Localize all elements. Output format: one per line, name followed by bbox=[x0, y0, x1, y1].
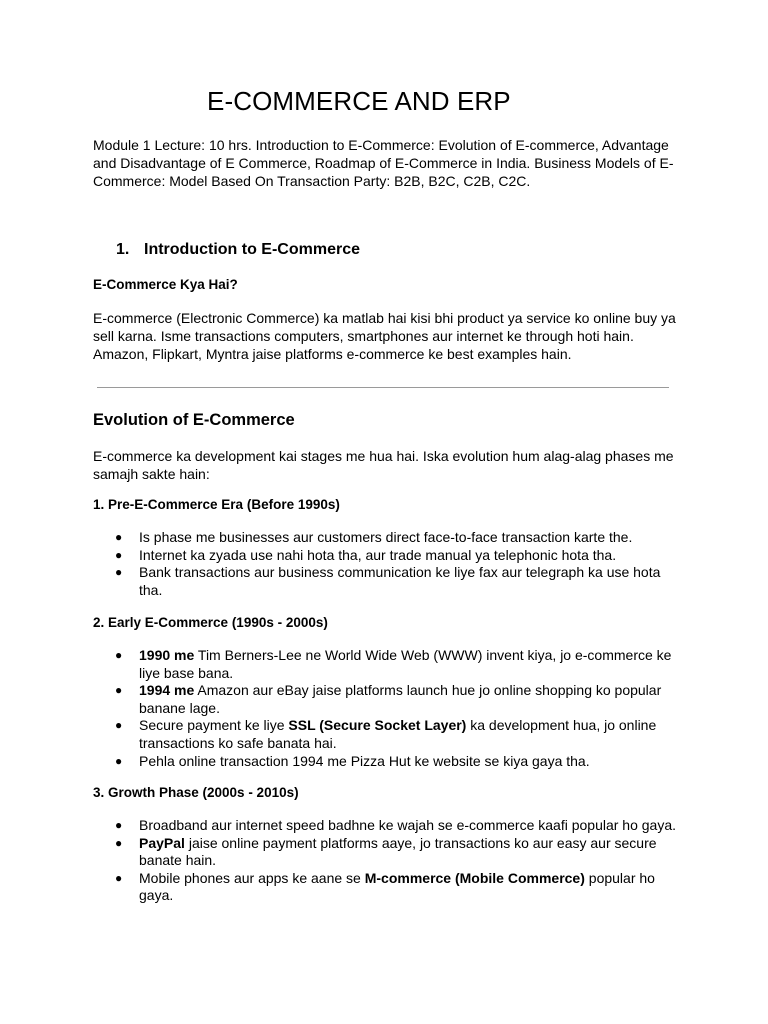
bullet-icon: ● bbox=[115, 718, 123, 733]
module-intro-paragraph: Module 1 Lecture: 10 hrs. Introduction to E-Commerce: Evolution of E-commerce, Advantage and Disadvantage of E Commerce, Roadmap of E-Commerce in India. Business Models of E-Commerce: Model Based On Transaction Party: B2B, B2C, C2B, C2C. bbox=[93, 137, 674, 189]
list-item-text: Internet ka zyada use nahi hota tha, aur trade manual ya telephonic hota tha. bbox=[139, 546, 617, 563]
bullet-icon: ● bbox=[115, 530, 123, 544]
list-item-text: Broadband aur internet speed badhne ke wajah se e-commerce kaafi popular ho gaya. bbox=[139, 817, 677, 833]
phase1-heading: 1. Pre-E-Commerce Era (Before 1990s) bbox=[93, 497, 340, 512]
list-item-text: jaise online payment platforms aaye, jo transactions ko aur easy aur secure banate hain. bbox=[139, 834, 657, 869]
list-item-bold: 1994 me bbox=[139, 682, 195, 699]
bullet-icon: ● bbox=[115, 870, 123, 885]
list-item-text: ka development hua, jo online transactions ko safe banata hai. bbox=[139, 717, 657, 751]
bullet-icon: ● bbox=[115, 818, 123, 832]
list-item bbox=[0, 547, 768, 565]
list-item-bold: M-commerce (Mobile Commerce) bbox=[364, 869, 585, 886]
list-item bbox=[0, 682, 768, 717]
evolution-intro-paragraph: E-commerce ka development kai stages me hua hai. Iska evolution hum alag-alag phases me samajh sakte hain: bbox=[93, 448, 674, 482]
document-title: E-COMMERCE AND ERP bbox=[207, 86, 511, 116]
list-item bbox=[0, 717, 768, 752]
list-item-text: Is phase me businesses aur customers direct face-to-face transaction karte the. bbox=[139, 529, 633, 545]
list-item-text: Amazon aur eBay jaise platforms launch hue jo online shopping ko popular banane lage. bbox=[139, 682, 662, 716]
bullet-icon: ● bbox=[115, 547, 123, 562]
list-item-text: Bank transactions aur business communication ke liye fax aur telegraph ka use hota tha. bbox=[139, 564, 661, 598]
list-item-text: Mobile phones aur apps ke aane se bbox=[139, 869, 365, 886]
phase1-bullet-list bbox=[0, 529, 768, 599]
list-item bbox=[0, 529, 768, 547]
list-item bbox=[0, 564, 768, 599]
bullet-icon: ● bbox=[115, 753, 123, 768]
subheading-what-is-ecommerce: E-Commerce Kya Hai? bbox=[93, 277, 238, 292]
list-item-bold: SSL (Secure Socket Layer) bbox=[288, 717, 467, 734]
list-item bbox=[0, 870, 768, 905]
list-item bbox=[0, 753, 768, 771]
list-item bbox=[0, 647, 768, 682]
list-item-text: popular ho gaya. bbox=[139, 869, 655, 904]
bullet-icon: ● bbox=[115, 835, 123, 850]
evolution-heading: Evolution of E-Commerce bbox=[93, 411, 295, 429]
phase3-heading: 3. Growth Phase (2000s - 2010s) bbox=[93, 785, 299, 800]
list-item-text: Secure payment ke liye bbox=[139, 717, 289, 734]
list-item bbox=[0, 835, 768, 870]
phase2-heading: 2. Early E-Commerce (1990s - 2000s) bbox=[93, 615, 328, 630]
section-number: 1. bbox=[116, 241, 130, 258]
section-heading-text: Introduction to E-Commerce bbox=[144, 241, 361, 258]
bullet-icon: ● bbox=[115, 565, 123, 580]
list-item-bold: PayPal bbox=[139, 834, 185, 851]
ecommerce-definition-paragraph: E-commerce (Electronic Commerce) ka matlab hai kisi bhi product ya service ko online buy ya sell karna. Isme transactions computers, smartphones aur internet ke through hoti hain. Amazon, Flipkart, Myntra jaise platforms e-commerce ke best examples hain. bbox=[93, 310, 676, 362]
bullet-icon: ● bbox=[115, 683, 123, 698]
list-item-text: Pehla online transaction 1994 me Pizza Hut ke website se kiya gaya tha. bbox=[139, 752, 590, 769]
phase2-bullet-list bbox=[0, 647, 768, 770]
list-item-text: Tim Berners-Lee ne World Wide Web (WWW) invent kiya, jo e-commerce ke liye base bana. bbox=[139, 647, 672, 681]
bullet-icon: ● bbox=[115, 648, 123, 662]
list-item-bold: 1990 me bbox=[139, 647, 195, 663]
horizontal-divider bbox=[97, 387, 669, 388]
list-item bbox=[0, 817, 768, 835]
phase3-bullet-list bbox=[0, 817, 768, 905]
section-heading-introduction bbox=[116, 241, 360, 259]
